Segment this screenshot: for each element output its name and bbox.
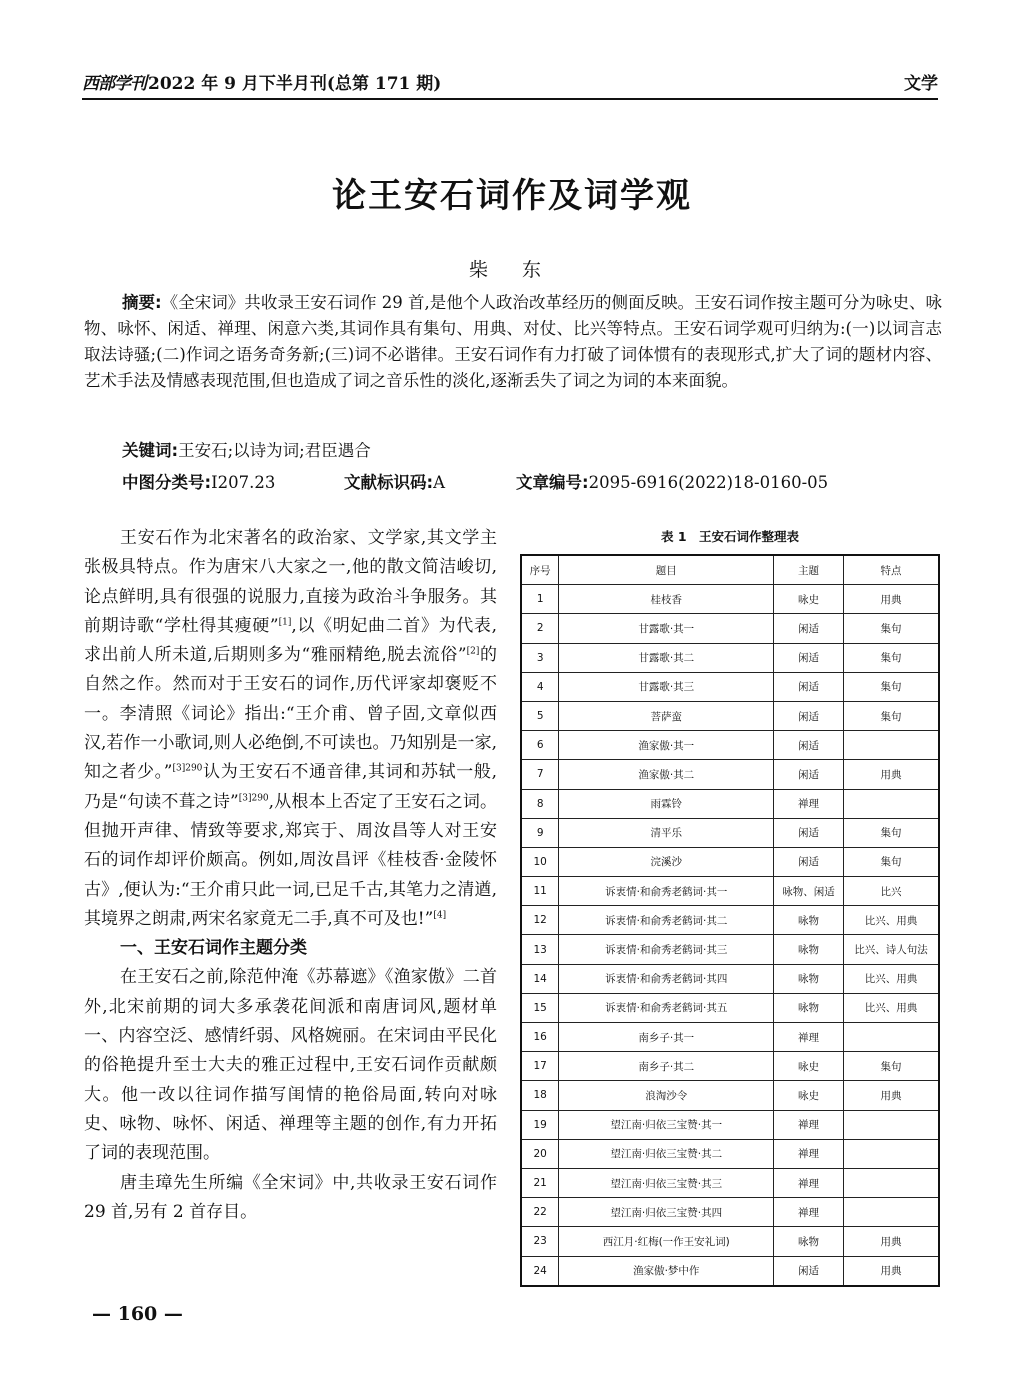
table-cell: 20 [521, 1139, 559, 1168]
table-cell: 甘露歌·其三 [559, 672, 774, 701]
table-cell: 桂枝香 [559, 585, 774, 614]
text-run: ,从根本上否定了王安石之词。但抛开声律、情致等要求,郑宾于、周汝昌等人对王安石的词作却评价颇高。例如,周汝昌评《桂枝香·金陵怀古》,便认为:“王介甫只此一词,已足千古,其笔力之清遒,其境界之朗肃,两宋名家竟无二手,真不可及也!” [84, 791, 497, 929]
citation: [4] [433, 910, 447, 921]
table-cell: 1 [521, 585, 559, 614]
article-number [516, 469, 828, 493]
table-cell: 21 [521, 1168, 559, 1197]
table-row [521, 993, 939, 1022]
doc-code-value: A [433, 473, 446, 492]
table-cell: 14 [521, 964, 559, 993]
abstract [84, 290, 942, 394]
paragraph [84, 524, 497, 934]
table-cell: 用典 [843, 1256, 939, 1286]
citation: [3]290 [172, 763, 203, 774]
table-cell: 5 [521, 701, 559, 730]
table-row [521, 701, 939, 730]
table-cell: 咏物 [774, 906, 844, 935]
table-row [521, 1256, 939, 1286]
table-cell: 13 [521, 935, 559, 964]
table-row [521, 614, 939, 643]
table-row [521, 1168, 939, 1197]
table-cell: 闲适 [774, 847, 844, 876]
document-code [344, 469, 445, 493]
table-row [521, 1198, 939, 1227]
table-row [521, 1139, 939, 1168]
table-cell: 3 [521, 643, 559, 672]
table-cell: 集句 [843, 672, 939, 701]
table-cell: 比兴 [843, 877, 939, 906]
table-row [521, 731, 939, 760]
table-cell: 禅理 [774, 1023, 844, 1052]
table-cell: 望江南·归依三宝赞·其四 [559, 1198, 774, 1227]
table-cell: 17 [521, 1052, 559, 1081]
table-cell: 8 [521, 789, 559, 818]
text-run: 王安石作为北宋著名的政治家、文学家,其文学主张极具特点。作为唐宋八大家之一,他的散文简洁峻切,论点鲜明,具有很强的说服力,直接为政治斗争服务。其前期诗歌“学杜得其瘦硬” [84, 528, 497, 636]
table-cell: 7 [521, 760, 559, 789]
table-cell: 9 [521, 818, 559, 847]
table-cell: 19 [521, 1110, 559, 1139]
table-cell: 22 [521, 1198, 559, 1227]
table-cell: 比兴、用典 [843, 906, 939, 935]
table-cell: 集句 [843, 847, 939, 876]
table-cell: 禅理 [774, 1139, 844, 1168]
table-row [521, 760, 939, 789]
table-cell: 2 [521, 614, 559, 643]
table-cell: 比兴、用典 [843, 993, 939, 1022]
table-cell: 集句 [843, 701, 939, 730]
paragraph: 在王安石之前,除范仲淹《苏幕遮》《渔家傲》二首外,北宋前期的词大多承袭花间派和南唐词风,题材单一、内容空泛、感情纤弱、风格婉丽。在宋词由平民化的俗艳提升至士大夫的雅正过程中,王安石词作贡献颇大。他一改以往词作描写闺情的艳俗局面,转向对咏史、咏物、咏怀、闲适、禅理等主题的创作,有力开拓了词的表现范围。 [84, 967, 497, 1164]
table-cell: 咏史 [774, 1081, 844, 1110]
table-row [521, 818, 939, 847]
doc-code-label: 文献标识码: [344, 473, 434, 492]
journal-issue [82, 69, 441, 94]
keywords-text: 王安石;以诗为词;君臣遇合 [178, 441, 371, 460]
table-row [521, 1081, 939, 1110]
table-cell: 菩萨蛮 [559, 701, 774, 730]
table-cell: 10 [521, 847, 559, 876]
table-cell: 闲适 [774, 731, 844, 760]
table-cell: 咏物 [774, 993, 844, 1022]
table-cell [843, 1110, 939, 1139]
citation: [3]290 [238, 793, 269, 804]
table-cell: 比兴、用典 [843, 964, 939, 993]
header-cell: 题目 [559, 555, 774, 585]
table-cell: 诉衷情·和俞秀老鹤词·其三 [559, 935, 774, 964]
table-cell [843, 1139, 939, 1168]
table-cell: 24 [521, 1256, 559, 1286]
table-cell: 南乡子·其一 [559, 1023, 774, 1052]
table-cell: 渔家傲·梦中作 [559, 1256, 774, 1286]
table-cell: 西江月·红梅(一作王安礼词) [559, 1227, 774, 1256]
table-cell: 咏史 [774, 1052, 844, 1081]
table-cell [843, 731, 939, 760]
table-cell: 禅理 [774, 1168, 844, 1197]
table-cell [843, 1198, 939, 1227]
table-row [521, 964, 939, 993]
table-cell: 诉衷情·和俞秀老鹤词·其一 [559, 877, 774, 906]
table-cell: 浪淘沙令 [559, 1081, 774, 1110]
table-cell: 望江南·归依三宝赞·其三 [559, 1168, 774, 1197]
table-cell: 23 [521, 1227, 559, 1256]
table-cell: 诉衷情·和俞秀老鹤词·其五 [559, 993, 774, 1022]
paragraph: 唐圭璋先生所编《全宋词》中,共收录王安石词作 29 首,另有 2 首存目。 [84, 1172, 497, 1222]
page-number: — 160 — [92, 1303, 183, 1325]
table-cell: 集句 [843, 614, 939, 643]
table-row [521, 1110, 939, 1139]
table-cell: 12 [521, 906, 559, 935]
table-cell: 禅理 [774, 1198, 844, 1227]
table-cell: 用典 [843, 760, 939, 789]
article-author: 柴 东 [468, 259, 556, 281]
table-row [521, 906, 939, 935]
header-cell: 序号 [521, 555, 559, 585]
table-cell: 咏物 [774, 935, 844, 964]
table-row [521, 1052, 939, 1081]
table-cell: 闲适 [774, 672, 844, 701]
table-cell: 渔家傲·其一 [559, 731, 774, 760]
table-cell [843, 1168, 939, 1197]
table-cell: 渔家傲·其二 [559, 760, 774, 789]
citation: [2] [466, 646, 480, 657]
article-title: 论王安石词作及词学观 [332, 176, 692, 216]
issue-info: 2022 年 9 月下半月刊(总第 171 期) [148, 74, 442, 94]
table-cell: 4 [521, 672, 559, 701]
table-cell: 诉衷情·和俞秀老鹤词·其二 [559, 906, 774, 935]
table-cell: 比兴、诗人句法 [843, 935, 939, 964]
table-cell: 集句 [843, 818, 939, 847]
table-cell: 用典 [843, 585, 939, 614]
table-cell: 闲适 [774, 643, 844, 672]
table-cell: 甘露歌·其一 [559, 614, 774, 643]
table-cell: 南乡子·其二 [559, 1052, 774, 1081]
abstract-label: 摘要: [122, 293, 162, 312]
clc-label: 中图分类号: [122, 473, 212, 492]
keywords-label: 关键词: [122, 441, 179, 460]
table-caption: 表 1 王安石词作整理表 [660, 529, 800, 544]
table-cell: 闲适 [774, 701, 844, 730]
article-no-value: 2095-6916(2022)18-0160-05 [588, 473, 829, 492]
table-cell [843, 1023, 939, 1052]
table-row [521, 585, 939, 614]
text-run: ,以《明妃曲二首》为代表,求出前人所未道,后期则多为“雅丽精绝,脱去流俗” [84, 615, 497, 666]
article-no-label: 文章编号: [516, 473, 589, 492]
table-cell: 禅理 [774, 789, 844, 818]
works-table [520, 554, 940, 1287]
table-header-row [521, 555, 939, 585]
table-cell [843, 789, 939, 818]
table-cell: 甘露歌·其二 [559, 643, 774, 672]
table-cell: 18 [521, 1081, 559, 1110]
table-cell: 闲适 [774, 614, 844, 643]
table-cell: 望江南·归依三宝赞·其一 [559, 1110, 774, 1139]
table-row [521, 1023, 939, 1052]
table-cell: 集句 [843, 643, 939, 672]
section-heading: 一、王安石词作主题分类 [120, 938, 307, 959]
table-row [521, 1227, 939, 1256]
table-cell: 6 [521, 731, 559, 760]
header-cell: 特点 [843, 555, 939, 585]
table-cell: 咏物 [774, 964, 844, 993]
table-cell: 咏史 [774, 585, 844, 614]
table-row [521, 847, 939, 876]
body-text [84, 524, 497, 1227]
section-label: 文学 [904, 74, 938, 94]
table-row [521, 643, 939, 672]
table-cell: 浣溪沙 [559, 847, 774, 876]
table-cell: 闲适 [774, 1256, 844, 1286]
clc-value: I207.23 [211, 473, 276, 492]
table-cell: 清平乐 [559, 818, 774, 847]
citation: [1] [278, 617, 292, 628]
table-row [521, 672, 939, 701]
text-run: 认为王安石不通音律,其词和苏轼一般,乃是“句读不葺之诗” [84, 762, 497, 812]
table-cell: 11 [521, 877, 559, 906]
table-cell: 用典 [843, 1227, 939, 1256]
table-cell: 闲适 [774, 760, 844, 789]
table-cell: 用典 [843, 1081, 939, 1110]
table-cell: 望江南·归依三宝赞·其二 [559, 1139, 774, 1168]
table-cell: 禅理 [774, 1110, 844, 1139]
abstract-text: 《全宋词》共收录王安石词作 29 首,是他个人政治改革经历的侧面反映。王安石词作按主题可分为咏史、咏物、咏怀、闲适、禅理、闲意六类,其词作具有集句、用典、对仗、比兴等特点。王安石词学观可归纳为:(一)以词言志取法诗骚;(二)作词之语务奇务新;(三)词不必谐律。王安石词作有力打破了词体惯有的表现形式,扩大了词的题材内容、艺术手法及情感表现范围,但也造成了词之音乐性的淡化,逐渐丢失了词之为词的本来面貌。 [84, 293, 942, 390]
running-header [82, 70, 938, 100]
table-cell: 咏物 [774, 1227, 844, 1256]
text-run: 的自然之作。然而对于王安石的词作,历代评家却褒贬不一。李清照《词论》指出:“王介甫、曾子固,文章似西汉,若作一小歌词,则人必绝倒,不可读也。乃知别是一家,知之者少。” [84, 645, 497, 783]
journal-logo: 西部学刊 [82, 74, 146, 94]
table-cell: 诉衷情·和俞秀老鹤词·其四 [559, 964, 774, 993]
table-cell: 16 [521, 1023, 559, 1052]
table-row [521, 877, 939, 906]
table-row [521, 789, 939, 818]
table-cell: 闲适 [774, 818, 844, 847]
table-cell: 15 [521, 993, 559, 1022]
clc-number [122, 469, 275, 493]
table-cell: 集句 [843, 1052, 939, 1081]
table-row [521, 935, 939, 964]
table-cell: 雨霖铃 [559, 789, 774, 818]
keywords [122, 437, 371, 461]
header-cell: 主题 [774, 555, 844, 585]
table-cell: 咏物、闲适 [774, 877, 844, 906]
